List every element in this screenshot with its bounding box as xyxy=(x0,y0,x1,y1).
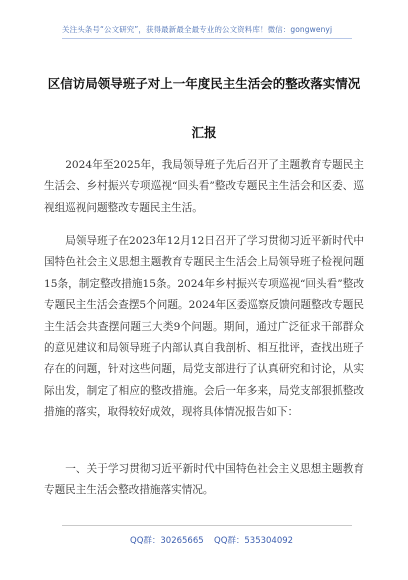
document-title: 区信访局领导班子对上一年度民主生活会的整改落实情况 xyxy=(47,76,361,91)
footer-qq-group-1: QQ群：30265665 xyxy=(130,536,204,546)
footer-qq-group-2: QQ群：535304092 xyxy=(214,536,294,546)
document-subtitle: 汇报 xyxy=(191,125,217,140)
footer-divider xyxy=(62,525,352,526)
body-paragraph: 2024年至2025年，我局领导班子先后召开了主题教育专题民主生活会、乡村振兴专项巡视“回头看”整改专题民主生活会和区委、巡视组巡视问题整改专题民主生活。 xyxy=(44,159,364,214)
body-paragraph: 一、关于学习贯彻习近平新时代中国特色社会主义思想主题教育专题民主生活会整改措施落实情况。 xyxy=(44,463,364,497)
header-banner: 关注头条号“公文研究”，获得最新最全最专业的公文资料库！微信：gongwenyj xyxy=(62,24,352,39)
body-paragraph: 局领导班子在2023年12月12日召开了学习贯彻习近平新时代中国特色社会主义思想主题教育专题民主生活会上局领导班子检视问题15条，制定整改措施15条。2024年乡村振兴专项巡视“回头看”整改专题民主生活会查摆5个问题。2024年区委巡察反馈问题整改专题民主生活会共查摆问题三大类9个问题。期间，通过广泛征求干部群众的意见建议和局领导班子内部认真自我剖析、相互批评，查找出班子存在的问题，针对这些问题，局党支部进行了认真研究和讨论，从实际出发，制定了相应的整改措施。会后一年多来，局党支部狠抓整改措施的落实，取得较好成效，现将具体情况报告如下： xyxy=(44,235,364,419)
